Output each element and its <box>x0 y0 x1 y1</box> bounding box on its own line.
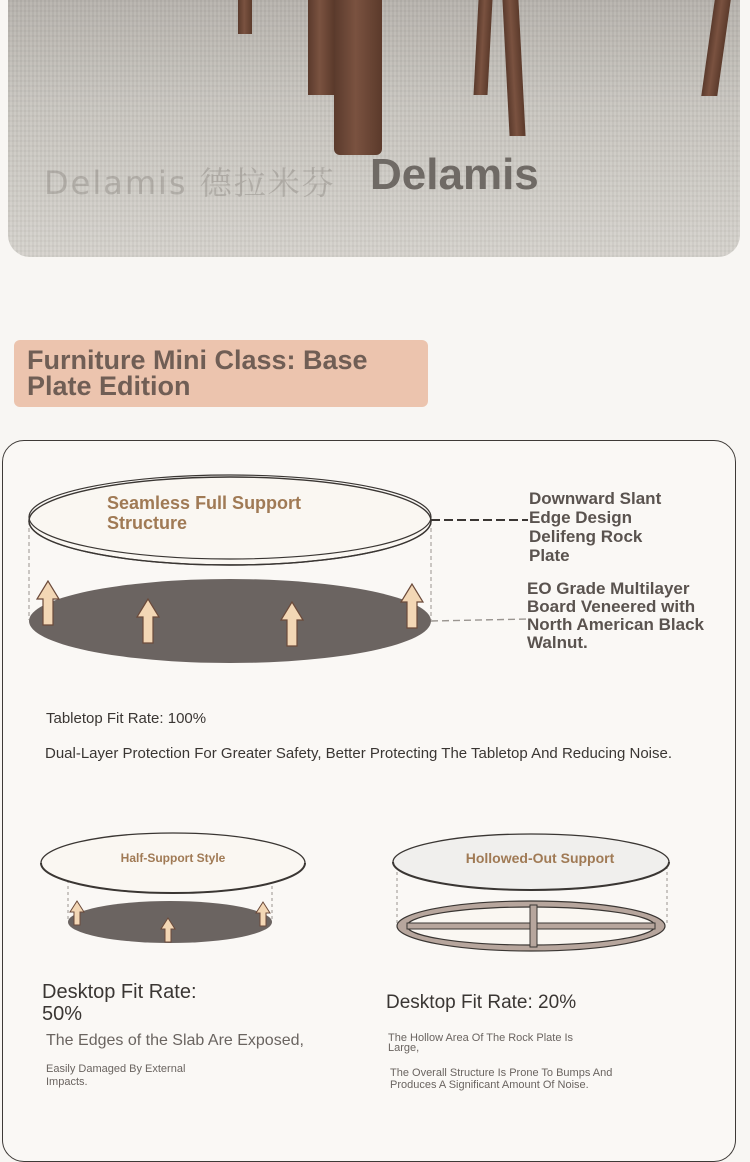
brand-watermark: Delamis 德拉米芬 <box>44 164 336 202</box>
hollow-support-line2: The Overall Structure Is Prone To Bumps And Produces A Significant Amount Of Noise. <box>390 1067 613 1091</box>
half-support-line1: The Edges of the Slab Are Exposed, <box>46 1032 304 1049</box>
half-support-diagram <box>41 833 305 943</box>
hollow-support-fit-rate: Desktop Fit Rate: 20% <box>386 992 577 1013</box>
half-support-line2: Easily Damaged By External Impacts. <box>46 1063 186 1088</box>
hollow-support-line1: The Hollow Area Of The Rock Plate Is Large, <box>388 1032 574 1054</box>
tabletop-fit-rate: Tabletop Fit Rate: 100% <box>46 710 207 727</box>
section-title: Furniture Mini Class: Base Plate Edition <box>27 345 368 401</box>
full-support-description: Dual-Layer Protection For Greater Safety, Better Protecting The Tabletop And Reducing Noise. <box>45 745 673 762</box>
callout-rock-plate: Downward Slant Edge Design Delifeng Rock Plate <box>529 489 662 565</box>
half-support-label: Half-Support Style <box>120 851 226 865</box>
base-plate <box>29 579 431 663</box>
half-support-fit-rate: Desktop Fit Rate: 50% <box>42 981 197 1025</box>
callout-multilayer-board: EO Grade Multilayer Board Veneered with North American Black Walnut. <box>527 579 704 652</box>
hollow-support-label: Hollowed-Out Support <box>465 850 615 866</box>
brand-logo: Delamis <box>370 150 539 199</box>
callout-line-bottom <box>431 619 528 621</box>
seamless-support-label: Seamless Full Support Structure <box>107 493 302 533</box>
